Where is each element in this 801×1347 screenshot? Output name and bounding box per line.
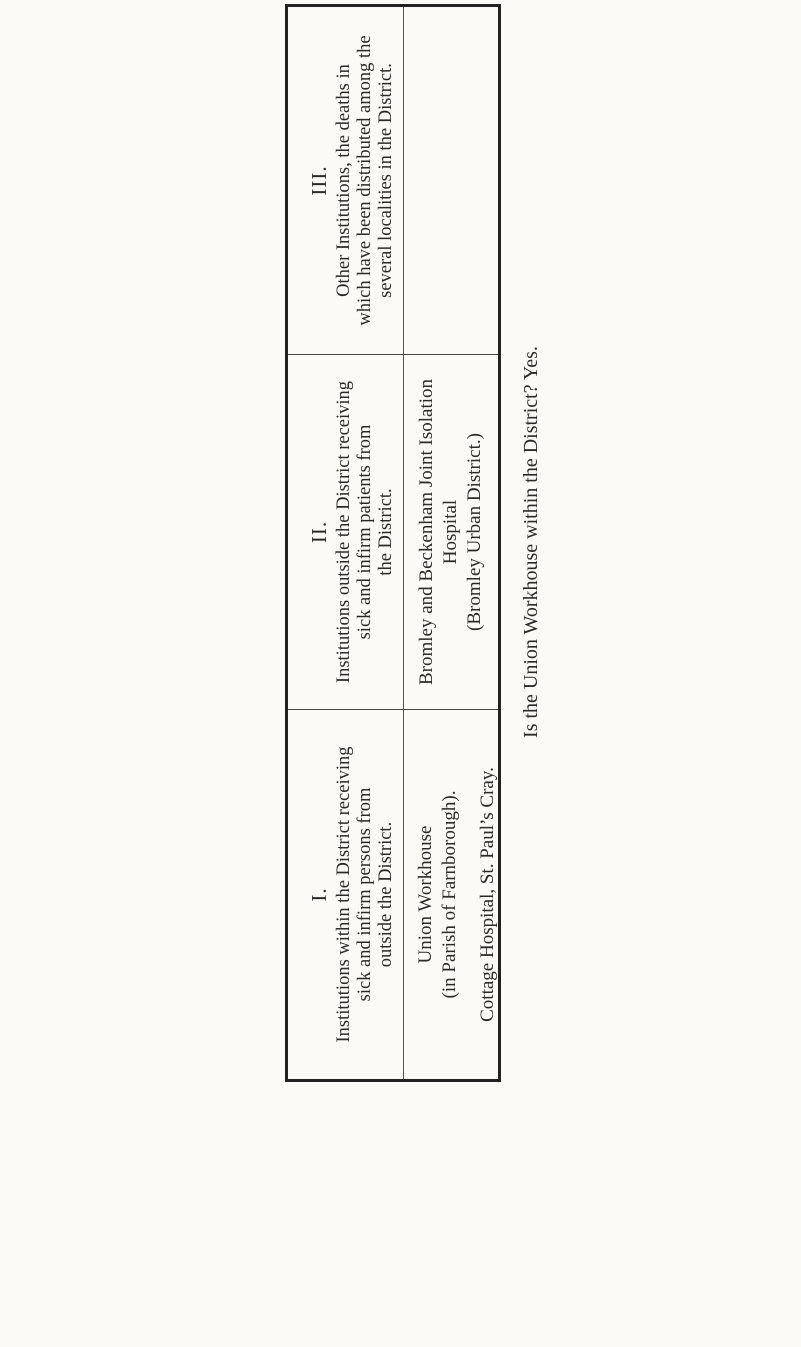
heading-line: sick and infirm persons from	[355, 787, 375, 1002]
heading-line: which have been distributed among the	[355, 35, 375, 326]
column-i	[288, 710, 498, 1079]
column-header	[288, 355, 404, 709]
heading-line: sick and infirm patients from	[355, 424, 375, 640]
column-heading	[334, 355, 397, 709]
institution-entry: (in Parish of Farnborough).	[439, 790, 460, 999]
institution-entry: Hospital	[440, 499, 461, 565]
column-header	[288, 710, 404, 1079]
column-numeral: I.	[307, 887, 331, 902]
column-header	[288, 7, 404, 354]
heading-line: the District.	[376, 488, 396, 576]
heading-line: Other Institutions, the deaths in	[334, 64, 354, 297]
workhouse-question: Is the Union Workhouse within the District? Yes.	[520, 346, 542, 738]
heading-line: several localities in the District.	[376, 63, 396, 298]
column-iii	[288, 7, 498, 355]
column-numeral: III.	[307, 165, 331, 196]
heading-line: Institutions outside the District receiving	[334, 380, 354, 684]
institutions-table	[285, 4, 501, 1082]
column-heading	[334, 710, 397, 1079]
column-body-empty	[404, 7, 498, 354]
institution-entry: Bromley and Beckenham Joint Isolation	[416, 378, 437, 686]
column-heading	[334, 7, 397, 354]
institution-entry: Union Workhouse	[415, 825, 436, 964]
heading-line: outside the District.	[376, 821, 396, 968]
institution-entry: Cottage Hospital, St. Paul’s Cray.	[477, 767, 498, 1022]
column-body	[404, 355, 498, 709]
heading-line: Institutions within the District receiving	[334, 746, 354, 1043]
column-body	[404, 710, 498, 1079]
column-ii	[288, 355, 498, 710]
institution-entry: (Bromley Urban District.)	[464, 433, 485, 631]
column-numeral: II.	[307, 520, 331, 544]
